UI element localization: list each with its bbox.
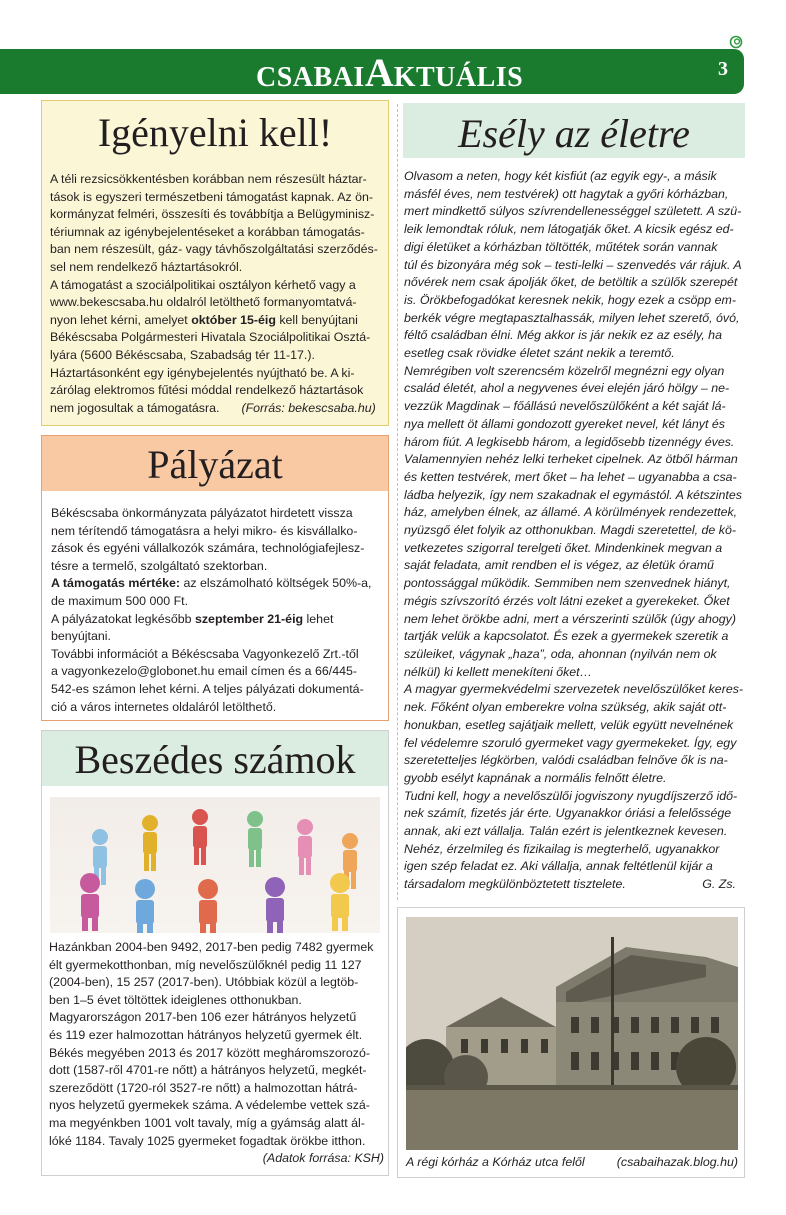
text-line: féltő családban élni. Még akkor is jár nekik ez az esély, ha xyxy=(404,328,722,343)
deadline-bold: szeptember 21-éig xyxy=(194,611,304,626)
text-line: fel védelemre szoruló gyermeket vagy gyermekeket. Így, egy xyxy=(404,735,737,750)
caption-text: A régi kórház a Kórház utca felől xyxy=(406,1155,585,1169)
text-line: lyára (5600 Békéscsaba, Szabadság tér 11-17.). xyxy=(50,347,315,362)
text-line: leik lemondtak róluk, nem látogatják őket. A kicsik egész ed- xyxy=(404,222,734,237)
text-line: ben 1–5 évet töltöttek ideiglenes otthonukban. xyxy=(49,992,302,1007)
beszedes-box xyxy=(41,730,389,1176)
text-line: Békés megyében 2013 és 2017 között megháromszorozó- xyxy=(49,1045,370,1060)
text-line: zások és egyéni vállalkozók számára, technológiafejlesz- xyxy=(51,541,365,556)
source-note: (Forrás: bekescsaba.hu) xyxy=(241,400,376,415)
text-line: tások is egyszeri természetbeni támogatást kapnak. Az ön- xyxy=(50,189,374,204)
palyazat-title: Pályázat xyxy=(147,442,283,487)
text-line: Magyarországon 2017-ben 106 ezer hátrányos helyzetű xyxy=(49,1010,357,1025)
text-line: másfél éves, nem testvérek) ott hagytak a győri kórházban, xyxy=(404,186,729,201)
text-line: esetleg csak rövidke életet szánt nekik a teremtő. xyxy=(404,346,675,361)
text-line: Olvasom a neten, hogy két kisfiút (az egyik egy-, a másik xyxy=(404,169,717,183)
text-line xyxy=(51,611,383,629)
text-line: honukban, esetleg sajátjaik mellett, velük együtt nevelnének xyxy=(404,717,734,732)
text-line: saját feladata, amit rendben el is végez, az életük óramű xyxy=(404,558,714,573)
text-span: A pályázatokat legkésőbb xyxy=(51,611,195,626)
text-line: szeretetteljes légkörben, valódi családban felnőve ők is na- xyxy=(404,753,728,768)
igenyelni-body xyxy=(50,171,383,417)
text-line: nya mellett öt állami gondozott gyereket nevel, két lányt és xyxy=(404,416,725,431)
text-line: Háztartásonként egy igénybejelentés nyújtható be. A ki- xyxy=(50,365,355,380)
esely-body xyxy=(404,168,746,894)
text-span: az elszámolható költségek 50%-a, xyxy=(180,576,372,591)
text-line: 542-es számon lehet kérni. A teljes pályázati dokumentá- xyxy=(51,681,364,696)
old-hospital-photo xyxy=(406,917,738,1150)
text-line: és 119 ezer halmozottan hátrányos helyzetű gyermek élt. xyxy=(49,1027,363,1042)
text-line: Hazánkban 2004-ben 9492, 2017-ben pedig 7482 gyermek xyxy=(49,940,374,954)
text-line: ban nem részesült, gáz- vagy távhőszolgáltatási szerződés- xyxy=(50,242,378,257)
column-divider xyxy=(397,104,398,900)
text-line: dott (1587-ről 4701-re nőtt) a hátrányos helyzetű, megkét- xyxy=(49,1063,367,1078)
text-line: A téli rezsicsökkentésben korábban nem részesült háztar- xyxy=(50,172,367,186)
text-line: digi életüket a kórházban töltötték, műtétek során vannak xyxy=(404,239,718,254)
text-line: További információt a Békéscsaba Vagyonkezelő Zrt.-től xyxy=(51,646,359,661)
text-line: nélkül) ki kellett menekíteni őket… xyxy=(404,664,593,679)
caption-source: (csabaihazak.blog.hu) xyxy=(616,1155,738,1169)
text-line: vetkezetes szigorral terelgeti őket. Mindenkinek megvan a xyxy=(404,540,723,555)
text-line: ház, amelyben élnek, az államé. A körülmények rendezettek, xyxy=(404,505,738,520)
text-line: túl és bizonyára még sok – testi-lelki – szenvedés vár rájuk. A xyxy=(404,257,742,272)
text-line: nem térítendő támogatásra a helyi mikro- és kisvállalko- xyxy=(51,523,358,538)
text-line: ma megyénkben 1001 volt tavaly, míg a gyámság alatt ál- xyxy=(49,1115,365,1130)
masthead xyxy=(256,52,523,94)
text-line: de maximum 500 000 Ft. xyxy=(51,593,189,608)
paper-children-graphic xyxy=(50,797,380,933)
page-number: 3 xyxy=(718,58,728,80)
text-span: lehet xyxy=(303,611,334,626)
text-line xyxy=(404,876,746,894)
text-line: család életét, ahol a negyvenes évei elején járó hölgy – ne- xyxy=(404,381,730,396)
text-line: berkék végre megtapasztalhassák, milyen lehet szerető, óvó, xyxy=(404,310,740,325)
text-line: Nemrégiben volt szerencsém közelről megnézni egy olyan xyxy=(404,363,725,378)
photo-caption xyxy=(406,1155,738,1169)
masthead-part3: KTUÁLIS xyxy=(393,62,524,93)
text-line: benyújtani. xyxy=(51,629,111,644)
text-line: lóké 1184. Tavaly 1025 gyermeket fogadtak örökbe itthon. xyxy=(49,1133,366,1148)
text-line: tériumnak az igénybejelentéseket a korábban támogatás- xyxy=(50,224,365,239)
text-line: nyos helyzetű gyermekek száma. A védelembe vettek szá- xyxy=(49,1098,370,1113)
paper-child-figure xyxy=(142,815,158,871)
text-line: szereződött (1720-ról 3527-re nőtt) a halmozottan hátrá- xyxy=(49,1080,358,1095)
igenyelni-box xyxy=(41,100,389,426)
text-line: három fiút. A legkisebb három, a legidősebb tizennégy éves. xyxy=(404,434,735,449)
text-line: nyüzsgő élet folyik az otthonukban. Magdi szeretettel, de kö- xyxy=(404,523,736,538)
text-line: és ketten testvérek, mert őket – ha lehet – ugyanabba a csa- xyxy=(404,469,737,484)
text-line: annak, aki ezt vállalja. Talán ezért is jelentkeznek kevesen. xyxy=(404,824,728,839)
text-line: is. Örökbefogadókat keresnek nekik, hogy ezek a csöpp em- xyxy=(404,292,736,307)
paper-child-figure xyxy=(80,873,100,931)
palyazat-box xyxy=(41,435,389,721)
text-line: gyobb esélyt kapnának a normális felnőtt életre. xyxy=(404,770,667,785)
text-line: zárólag elektromos fűtési móddal rendelkező háztartások xyxy=(50,383,364,398)
text-line: Tudni kell, hogy a nevelőszülői jogviszony nyugdíjszerző idő- xyxy=(404,788,738,803)
text-span: társadalom megkülönböztetett tisztelete. xyxy=(404,877,626,892)
text-line: mégis szívszorító érzés volt látni ezeket a gyerekeket. Őket xyxy=(404,593,730,608)
text-line: Valamennyien nehéz lelki terheket cipelnek. Az ötből hárman xyxy=(404,452,738,467)
text-line xyxy=(50,400,383,418)
beszedes-title: Beszédes számok xyxy=(74,737,356,782)
mertek-bold: A támogatás mértéke: xyxy=(51,576,181,591)
text-line: nővérek nem csak ápolják őket, de betöltik a szülők szerepét xyxy=(404,275,738,290)
paper-child-figure xyxy=(330,873,350,931)
photo-box xyxy=(397,907,745,1178)
paper-child-figure xyxy=(135,879,155,933)
text-line: (2004-ben), 15 257 (2017-ben). Utóbbiak közül a legtöb- xyxy=(49,975,359,990)
text-line: tartják velük a kapcsolatot. És ezek a gyermekek szeretik a xyxy=(404,629,729,644)
source-note: (Adatok forrása: KSH) xyxy=(262,1151,384,1166)
text-line: Békéscsaba Polgármesteri Hivatala Szociálpolitikai Osztá- xyxy=(50,330,371,345)
text-line: ció a város internetes oldaláról letölthető. xyxy=(51,699,277,714)
signature: G. Zs. xyxy=(702,877,736,892)
text-line xyxy=(50,312,383,330)
text-line: mert mindkettő súlyos szívrendellenességgel született. A szü- xyxy=(404,204,742,219)
text-line: a vagyonkezelo@globonet.hu email címen és a 66/445- xyxy=(51,664,358,679)
text-line: élt gyermekotthonban, míg nevelőszülőknél pedig 11 127 xyxy=(49,957,362,972)
text-line: kormányzat felméri, összesíti és továbbítja a Belügyminisz- xyxy=(50,207,375,222)
masthead-part2: A xyxy=(364,50,394,95)
paper-child-figure xyxy=(198,879,218,933)
masthead-part1: CSABAI xyxy=(256,62,365,93)
text-span: nyon lehet kérni, amelyet xyxy=(50,312,192,327)
beszedes-body xyxy=(49,939,384,1168)
text-line: nek. Főként olyan emberekre volna szükség, akik saját ott- xyxy=(404,700,727,715)
text-line: A magyar gyermekvédelmi szervezetek nevelőszülőket keres- xyxy=(404,682,744,697)
paper-child-figure xyxy=(247,811,263,867)
text-line: nem lehet örökbe adni, mert a vérszerinti szülők (úgy ahogy) xyxy=(404,611,736,626)
text-line: igen szép feladat ez. Aki vállalja, annak feltétlenül kijár a xyxy=(404,859,713,874)
deadline-bold: október 15-éig xyxy=(191,312,276,327)
text-line: vezzük Magdinak – főállású nevelőszülőként a két saját lá- xyxy=(404,399,726,414)
text-line: szüleiket, vágynak „haza”, oda, ahonnan (nyilván nem ok xyxy=(404,646,717,661)
text-line: tésre a termelő, szolgáltató szektorban. xyxy=(51,558,268,573)
text-line: Nehéz, érzelmileg és fizikailag is megterhelő, ugyanakkor xyxy=(404,841,720,856)
text-line xyxy=(51,575,383,593)
swirl-ornament-icon xyxy=(729,35,743,49)
palyazat-body xyxy=(51,505,383,716)
text-line: ládba helyezik, így nem szakadnak el egymástól. A kétszintes xyxy=(404,487,742,502)
paper-child-figure xyxy=(265,877,285,933)
igenyelni-title: Igényelni kell! xyxy=(97,110,333,155)
text-span: kell benyújtani xyxy=(275,312,358,327)
text-line: nek számít, fizetés jár érte. Ugyanakkor óriási a felelőssége xyxy=(404,806,732,821)
text-line: Békéscsaba önkormányzata pályázatot hirdetett vissza xyxy=(51,506,353,520)
text-span: nem jogosultak a támogatásra. xyxy=(50,400,220,415)
esely-title: Esély az életre xyxy=(458,111,690,156)
text-line: www.bekescsaba.hu oldalról letölthető formanyomtatvá- xyxy=(50,295,357,310)
paper-child-figure xyxy=(192,809,208,865)
text-line: A támogatást a szociálpolitikai osztályon kérhető vagy a xyxy=(50,277,356,292)
text-line: pontossággal működik. Semmiben nem szenvednek hiányt, xyxy=(404,576,731,591)
text-line: sel nem rendelkező háztartásokról. xyxy=(50,259,243,274)
children-circle-illustration xyxy=(50,797,380,933)
hospital-building-graphic xyxy=(406,917,738,1150)
paper-child-figure xyxy=(297,819,313,875)
